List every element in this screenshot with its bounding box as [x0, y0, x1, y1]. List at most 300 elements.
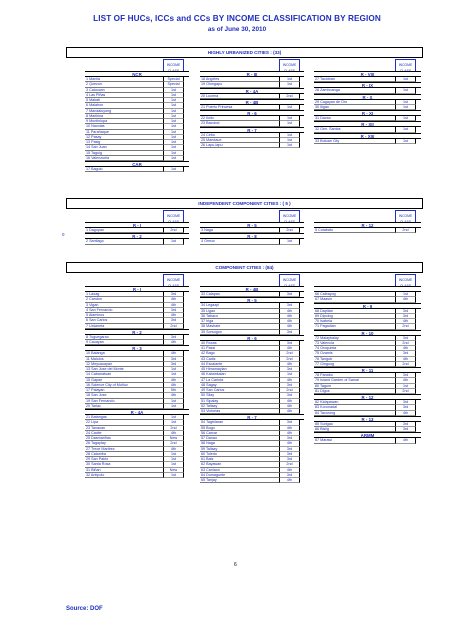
- city-name: 6 San Carlos: [86, 318, 108, 323]
- income-class-value: 4th: [279, 378, 300, 383]
- region-header: NCR: [85, 71, 189, 77]
- city-name: 45 Himamaylan: [201, 367, 227, 371]
- region-header: R - I: [85, 286, 189, 292]
- income-class-value: 2nd: [279, 351, 300, 356]
- income-class-value: 3rd: [395, 336, 416, 341]
- income-class-value: 4th: [279, 314, 300, 319]
- income-class-value: 3rd: [279, 303, 300, 308]
- city-name: 64 Dumaguete: [201, 472, 226, 477]
- income-class-value: 2nd: [395, 324, 416, 329]
- city-name: 8 Tuguegarao: [86, 334, 109, 339]
- income-class-value: 4th: [163, 383, 184, 388]
- region-header: R - 9: [314, 303, 421, 309]
- income-class-value: 4th: [395, 319, 416, 324]
- region-header: R - 7: [200, 414, 304, 420]
- page-title: LIST OF HUCs, ICCs and CCs BY INCOME CLASSIFICATION BY REGION: [93, 14, 381, 23]
- income-class-value: 1st: [163, 98, 184, 103]
- income-class-value: 3rd: [163, 362, 184, 367]
- city-name: 16 Science City of Muñoz: [86, 382, 128, 387]
- city-name: 42 Bago: [201, 351, 215, 356]
- income-class-value: 1st: [395, 77, 416, 82]
- city-name: 6 Malabon: [86, 103, 104, 108]
- region-header: R - 2: [85, 233, 189, 239]
- city-name: 13 Pasig: [86, 140, 101, 144]
- city-name: 8 Marikina: [86, 113, 104, 118]
- city-name: 16 Valenzuela: [86, 155, 110, 160]
- section-header: INDEPENDENT COMPONENT CITIES : ( 5 ): [66, 198, 423, 209]
- income-class-value: 3rd: [279, 447, 300, 452]
- region-header: R - I: [85, 222, 189, 228]
- income-class-value: 4th: [395, 438, 416, 443]
- income-class-value: 3rd: [279, 473, 300, 478]
- city-name: 68 Dapitan: [315, 308, 333, 313]
- income-class-value: 1st: [163, 167, 184, 172]
- income-class-value: 1st: [279, 138, 300, 143]
- city-name: 18 Angeles: [201, 77, 220, 81]
- city-row: [85, 239, 189, 244]
- region-header: R - 7: [200, 127, 304, 133]
- city-name: 77 Gingoog: [315, 361, 335, 366]
- income-class-value: 3rd: [395, 373, 416, 378]
- city-name: 1 Dagupan: [86, 228, 105, 232]
- income-class-value: 1st: [163, 114, 184, 119]
- income-class-value: 3rd: [395, 314, 416, 319]
- city-name: 53 Victorias: [201, 409, 221, 413]
- income-class-value: 3rd: [163, 292, 184, 297]
- income-class-value: 1st: [279, 105, 300, 110]
- income-class-value: 1st: [163, 124, 184, 129]
- income-class-header: INCOME: [279, 210, 300, 226]
- city-name: 15 Taguig: [86, 150, 102, 155]
- income-class-value: 2nd: [279, 228, 300, 233]
- city-name: 32 Antipolo: [86, 472, 105, 477]
- income-class-value: 1st: [395, 105, 416, 110]
- income-class-value: 4th: [279, 431, 300, 436]
- city-name: 31 Davao: [315, 116, 331, 120]
- city-name: 85 Surigao: [315, 421, 333, 426]
- region-header: R - 3: [85, 345, 189, 351]
- city-name: 7 Mandaluyong: [86, 108, 112, 113]
- income-class-value: 1st: [279, 143, 300, 148]
- income-class-value: 4th: [395, 411, 416, 416]
- city-name: 23 Tanauan: [86, 425, 106, 430]
- city-name: 47 La Carlota: [201, 377, 224, 382]
- city-name: 20 Lucena: [201, 93, 219, 98]
- city-name: 29 Cagayan de Oro: [315, 99, 348, 104]
- city-name: 14 San Juan: [86, 145, 107, 150]
- region-header: R - III: [200, 71, 304, 77]
- city-name: 14 Cabanatuan: [86, 372, 112, 377]
- income-class-value: 4th: [395, 297, 416, 302]
- income-class-value: 1st: [163, 404, 184, 409]
- income-class-value: 1st: [163, 156, 184, 161]
- income-class-value: 1st: [163, 93, 184, 98]
- region-header: R - 6: [200, 110, 304, 116]
- income-class-value: 3rd: [279, 393, 300, 398]
- city-name: 26 Lapu-lapu: [201, 143, 223, 147]
- city-name: 20 Tarlac: [86, 403, 101, 408]
- income-class-value: 1st: [395, 292, 416, 297]
- city-name: 49 San Carlos: [201, 388, 225, 392]
- region-header: R - XIII: [314, 133, 421, 139]
- region-header: R - 4A: [85, 409, 189, 415]
- income-class-value: 4th: [395, 357, 416, 362]
- income-class-value: 1st: [163, 88, 184, 93]
- city-name: 33 Butuan City: [315, 138, 340, 143]
- income-class-value: 1st: [163, 130, 184, 135]
- income-class-value: 3rd: [279, 292, 300, 297]
- income-class-value: 4th: [279, 441, 300, 446]
- region-header: R - 13: [314, 416, 421, 422]
- city-name: 5 Alaminos: [86, 313, 105, 317]
- income-class-value: 4th: [279, 426, 300, 431]
- income-class-value: 2nd: [279, 462, 300, 467]
- city-name: 13 San Jose del Monte: [86, 367, 124, 371]
- income-class-value: 1st: [279, 77, 300, 82]
- region-header: R - 6: [200, 335, 304, 341]
- income-class-value: 1st: [163, 420, 184, 425]
- income-class-value: 3rd: [163, 335, 184, 340]
- income-class-value: 1st: [163, 239, 184, 244]
- income-class-value: 3rd: [279, 383, 300, 388]
- city-name: 9 Cauayan: [86, 340, 104, 344]
- income-class-value: 3rd: [279, 457, 300, 462]
- income-class-value: 3rd: [395, 400, 416, 405]
- income-class-value: 2nd: [163, 426, 184, 431]
- income-class-value: 1st: [163, 367, 184, 372]
- region-header: R - 11: [314, 367, 421, 373]
- income-class-value: 4th: [395, 346, 416, 351]
- city-name: 69 Dipolog: [315, 313, 333, 318]
- city-name: 38 Masbate: [201, 324, 221, 329]
- income-class-header: INCOME: [163, 274, 184, 290]
- income-class-header: INCOME: [395, 210, 416, 226]
- region-header: R - 5: [200, 297, 304, 303]
- city-name: 34 Legazpi: [201, 303, 220, 308]
- city-name: 11 Malolos: [86, 356, 104, 361]
- city-name: 12 Meycauayan: [86, 361, 113, 366]
- income-class-value: New: [163, 468, 184, 473]
- city-name: 80 Tagum: [315, 383, 332, 388]
- city-name: 33 Calapan: [201, 292, 220, 296]
- income-class-value: 4th: [395, 378, 416, 383]
- city-name: 62 Bayawan: [201, 462, 222, 467]
- region-header: CAR: [85, 161, 189, 167]
- section-header: HIGHLY URBANIZED CITIES : (33): [66, 47, 423, 58]
- city-name: 2 Candon: [86, 297, 102, 302]
- region-header: R - 12: [314, 222, 421, 228]
- income-class-value: 1st: [163, 140, 184, 145]
- city-name: 78 Panabo: [315, 373, 333, 377]
- income-class-value: 3rd: [279, 452, 300, 457]
- region-header: R - 12: [314, 394, 421, 400]
- income-class-value: 2nd: [279, 357, 300, 362]
- income-class-value: 4th: [279, 399, 300, 404]
- page-number: 6: [234, 562, 237, 568]
- city-name: 48 Sagay: [201, 382, 217, 387]
- city-name: 4 Las Piñas: [86, 92, 106, 97]
- income-class-value: 1st: [279, 121, 300, 126]
- income-class-value: 1st: [163, 452, 184, 457]
- income-class-value: Special: [163, 82, 184, 87]
- city-name: 11 Parañaque: [86, 129, 109, 134]
- region-header: R - IX: [314, 82, 421, 88]
- city-name: 65 Tanjay: [201, 478, 217, 482]
- income-class-value: 1st: [163, 457, 184, 462]
- income-class-value: 1st: [163, 109, 184, 114]
- city-name: 12 Pasay: [86, 134, 102, 139]
- city-row: [314, 438, 421, 443]
- region-header: R - X: [314, 94, 421, 100]
- income-class-value: 1st: [279, 239, 300, 244]
- city-name: 87 Marawi: [315, 438, 333, 443]
- region-header: R - 4B: [200, 286, 304, 292]
- city-name: 82 Kidapawan: [315, 400, 339, 404]
- city-name: 86 Bislig: [315, 427, 329, 431]
- page-subtitle: as of June 30, 2010: [207, 26, 267, 33]
- income-class-header: INCOME: [163, 210, 184, 226]
- city-name: 40 Roxas: [201, 340, 217, 345]
- city-name: 39 Sorsogon: [201, 329, 222, 334]
- income-class-value: 4th: [279, 319, 300, 324]
- city-name: 41 Passi: [201, 346, 216, 350]
- city-name: 71 Pagadian: [315, 324, 336, 329]
- income-class-value: 3rd: [163, 357, 184, 362]
- city-name: 28 Calamba: [86, 451, 106, 456]
- city-name: 27 Trece Martirez: [86, 446, 115, 451]
- income-class-value: 4th: [279, 362, 300, 367]
- city-name: 21 Puerto Princesa: [201, 104, 233, 109]
- city-name: 4 Ormoc: [201, 239, 216, 244]
- income-class-value: 2nd: [395, 228, 416, 233]
- city-name: 66 Calbayog: [315, 292, 336, 296]
- city-row: [200, 239, 304, 244]
- income-class-header: INCOME: [279, 274, 300, 290]
- income-class-value: 1st: [163, 399, 184, 404]
- city-name: 35 Ligao: [201, 308, 216, 313]
- region-header: R - XI: [314, 110, 421, 116]
- city-name: 44 Escalante: [201, 361, 223, 366]
- income-class-header: INCOME: [163, 59, 184, 75]
- city-name: 17 Baguio: [86, 167, 103, 171]
- city-name: 73 Valencia: [315, 340, 334, 345]
- region-header: R - VIII: [314, 71, 421, 77]
- city-name: 58 Naga: [201, 441, 215, 446]
- city-name: 30 Santa Rosa: [86, 462, 111, 467]
- income-class-value: 1st: [163, 145, 184, 150]
- income-class-value: 1st: [279, 372, 300, 377]
- city-name: 28 Zamboanga: [315, 88, 340, 93]
- stray-zero: 0: [62, 232, 65, 237]
- income-class-value: 3rd: [279, 341, 300, 346]
- income-class-value: 3rd: [395, 405, 416, 410]
- income-class-value: 4th: [279, 478, 300, 483]
- city-name: 10 Balanga: [86, 351, 105, 356]
- income-class-value: 2nd: [279, 94, 300, 99]
- city-name: 2 Quezon: [86, 82, 102, 87]
- income-class-value: 4th: [279, 404, 300, 409]
- income-class-value: 4th: [163, 313, 184, 318]
- city-name: 67 Maasin: [315, 297, 333, 302]
- income-class-value: 1st: [279, 82, 300, 87]
- income-class-value: 4th: [163, 340, 184, 345]
- region-header: R - 5: [200, 222, 304, 228]
- region-header: R - XII: [314, 121, 421, 127]
- city-name: 75 Ozamis: [315, 351, 333, 356]
- income-class-header: INCOME: [395, 274, 416, 290]
- city-name: 32 Gen. Santos: [315, 127, 341, 132]
- city-name: 56 Carcar: [201, 430, 218, 435]
- city-name: 10 Navotas: [86, 124, 105, 129]
- city-name: 23 Bacolod: [201, 121, 220, 126]
- city-name: 74 Oroquieta: [315, 346, 337, 350]
- region-header: R - 10: [314, 330, 421, 336]
- income-class-value: 4th: [163, 447, 184, 452]
- region-header: R - 4A: [200, 88, 304, 94]
- income-class-value: 4th: [163, 431, 184, 436]
- city-name: 7 Urdaneta: [86, 323, 105, 328]
- city-name: 46 Kabankalan: [201, 372, 226, 377]
- income-class-value: 2nd: [163, 228, 184, 233]
- city-name: 55 Bogo: [201, 425, 215, 430]
- city-name: 43 Cadiz: [201, 356, 216, 361]
- city-name: 52 Talisay: [201, 403, 218, 408]
- city-name: 76 Tangub: [315, 356, 333, 361]
- income-class-value: 4th: [163, 393, 184, 398]
- income-class-value: 4th: [279, 309, 300, 314]
- income-class-value: 4th: [163, 303, 184, 308]
- income-class-value: 2nd: [395, 362, 416, 367]
- city-name: 51 Sipalay: [201, 398, 219, 403]
- city-name: 1 Laoag: [86, 292, 100, 296]
- city-name: 72 Malaybalay: [315, 335, 339, 340]
- income-class-value: 1st: [163, 119, 184, 124]
- income-class-value: 1st: [163, 151, 184, 156]
- city-name: 26 Tagaytay: [86, 441, 106, 446]
- income-class-value: 1st: [395, 100, 416, 105]
- city-name: 1 Manila: [86, 77, 100, 81]
- city-name: 19 Olongapo: [201, 82, 223, 87]
- income-class-value: 1st: [395, 384, 416, 389]
- city-name: 3 Caloocan: [86, 87, 105, 92]
- city-row: [85, 167, 189, 172]
- city-name: 30 Iligan: [315, 104, 329, 109]
- city-name: 5 Makati: [86, 98, 100, 102]
- income-class-value: 4th: [279, 324, 300, 329]
- city-name: 22 Iloilo: [201, 116, 214, 120]
- income-class-value: 2nd: [163, 324, 184, 329]
- city-name: 2 Santiago: [86, 239, 104, 244]
- city-name: 19 San Fernando: [86, 398, 115, 403]
- income-class-value: 3rd: [395, 351, 416, 356]
- region-header: R - 8: [200, 233, 304, 239]
- income-class-value: New: [163, 436, 184, 441]
- source-note: Source: DOF: [66, 606, 103, 612]
- region-header: R - 2: [85, 329, 189, 335]
- income-class-value: 5th: [163, 388, 184, 393]
- city-name: 54 Tagbilaran: [201, 420, 224, 425]
- income-class-value: 1st: [395, 116, 416, 121]
- income-class-value: 1st: [163, 103, 184, 108]
- city-name: 15 Gapan: [86, 377, 103, 382]
- city-name: 17 Palayan: [86, 388, 105, 392]
- income-class-value: 1st: [395, 139, 416, 144]
- city-name: 21 Batangas: [86, 415, 107, 419]
- income-class-value: 1st: [279, 133, 300, 138]
- income-class-value: 1st: [163, 372, 184, 377]
- income-class-value: 1st: [163, 415, 184, 420]
- city-name: 37 Iriga: [201, 319, 214, 323]
- income-class-value: 1st: [163, 462, 184, 467]
- income-class-value: 1st: [163, 473, 184, 478]
- income-class-value: 3rd: [279, 367, 300, 372]
- income-class-value: 3rd: [279, 330, 300, 335]
- income-class-value: 2nd: [279, 388, 300, 393]
- income-class-value: 4th: [279, 346, 300, 351]
- income-class-value: 4th: [163, 351, 184, 356]
- city-name: 79 Island Garden of Samal: [315, 378, 359, 383]
- city-name: 50 Silay: [201, 393, 215, 398]
- city-name: 9 Muntinlupa: [86, 119, 108, 123]
- city-name: 60 Toledo: [201, 451, 217, 456]
- income-class-value: 3rd: [279, 436, 300, 441]
- income-class-value: 2nd: [395, 341, 416, 346]
- city-name: 22 Lipa: [86, 420, 99, 425]
- income-class-value: 3rd: [163, 318, 184, 323]
- income-class-value: 1st: [395, 127, 416, 132]
- income-class-value: 4th: [279, 409, 300, 414]
- city-row: [85, 473, 189, 478]
- income-class-value: 2nd: [395, 389, 416, 394]
- income-class-value: 1st: [163, 135, 184, 140]
- city-name: 61 Bais: [201, 457, 214, 461]
- city-name: 36 Tabaco: [201, 313, 218, 318]
- income-class-value: 1st: [279, 116, 300, 121]
- city-name: 29 San Pablo: [86, 457, 109, 461]
- city-name: 27 Tacloban: [315, 77, 335, 81]
- city-name: 4 San Fernando: [86, 307, 113, 312]
- income-class-header: INCOME: [395, 59, 416, 75]
- income-class-value: 1st: [395, 88, 416, 93]
- income-class-value: 4th: [163, 378, 184, 383]
- city-row: [314, 139, 421, 144]
- income-class-value: 3rd: [395, 309, 416, 314]
- income-class-value: 3rd: [163, 308, 184, 313]
- city-name: 18 San Jose: [86, 393, 107, 398]
- city-name: 81 Digos: [315, 388, 330, 393]
- income-class-value: 4th: [279, 468, 300, 473]
- city-name: 83 Koronadal: [315, 405, 337, 410]
- income-class-value: 3rd: [395, 422, 416, 427]
- region-header: ARMM: [314, 432, 421, 438]
- income-class-value: 4th: [163, 297, 184, 302]
- city-name: 3 Naga: [201, 228, 213, 232]
- city-row: [200, 143, 304, 148]
- city-name: 57 Danao: [201, 436, 217, 440]
- city-row: [200, 478, 304, 483]
- income-class-value: 3rd: [395, 427, 416, 432]
- income-class-header: INCOME: [279, 59, 300, 75]
- city-name: 3 Vigan: [86, 302, 99, 307]
- city-name: 59 Talisay: [201, 446, 218, 451]
- income-class-value: 3rd: [279, 420, 300, 425]
- region-header: R - 4B: [200, 99, 304, 105]
- city-name: 24 Cebu: [201, 132, 215, 137]
- section-header: COMPONENT CITIES : (84): [66, 262, 423, 273]
- city-name: 84 Tacurong: [315, 410, 336, 415]
- city-name: 31 Biñan: [86, 467, 101, 472]
- income-class-value: 2nd: [163, 441, 184, 446]
